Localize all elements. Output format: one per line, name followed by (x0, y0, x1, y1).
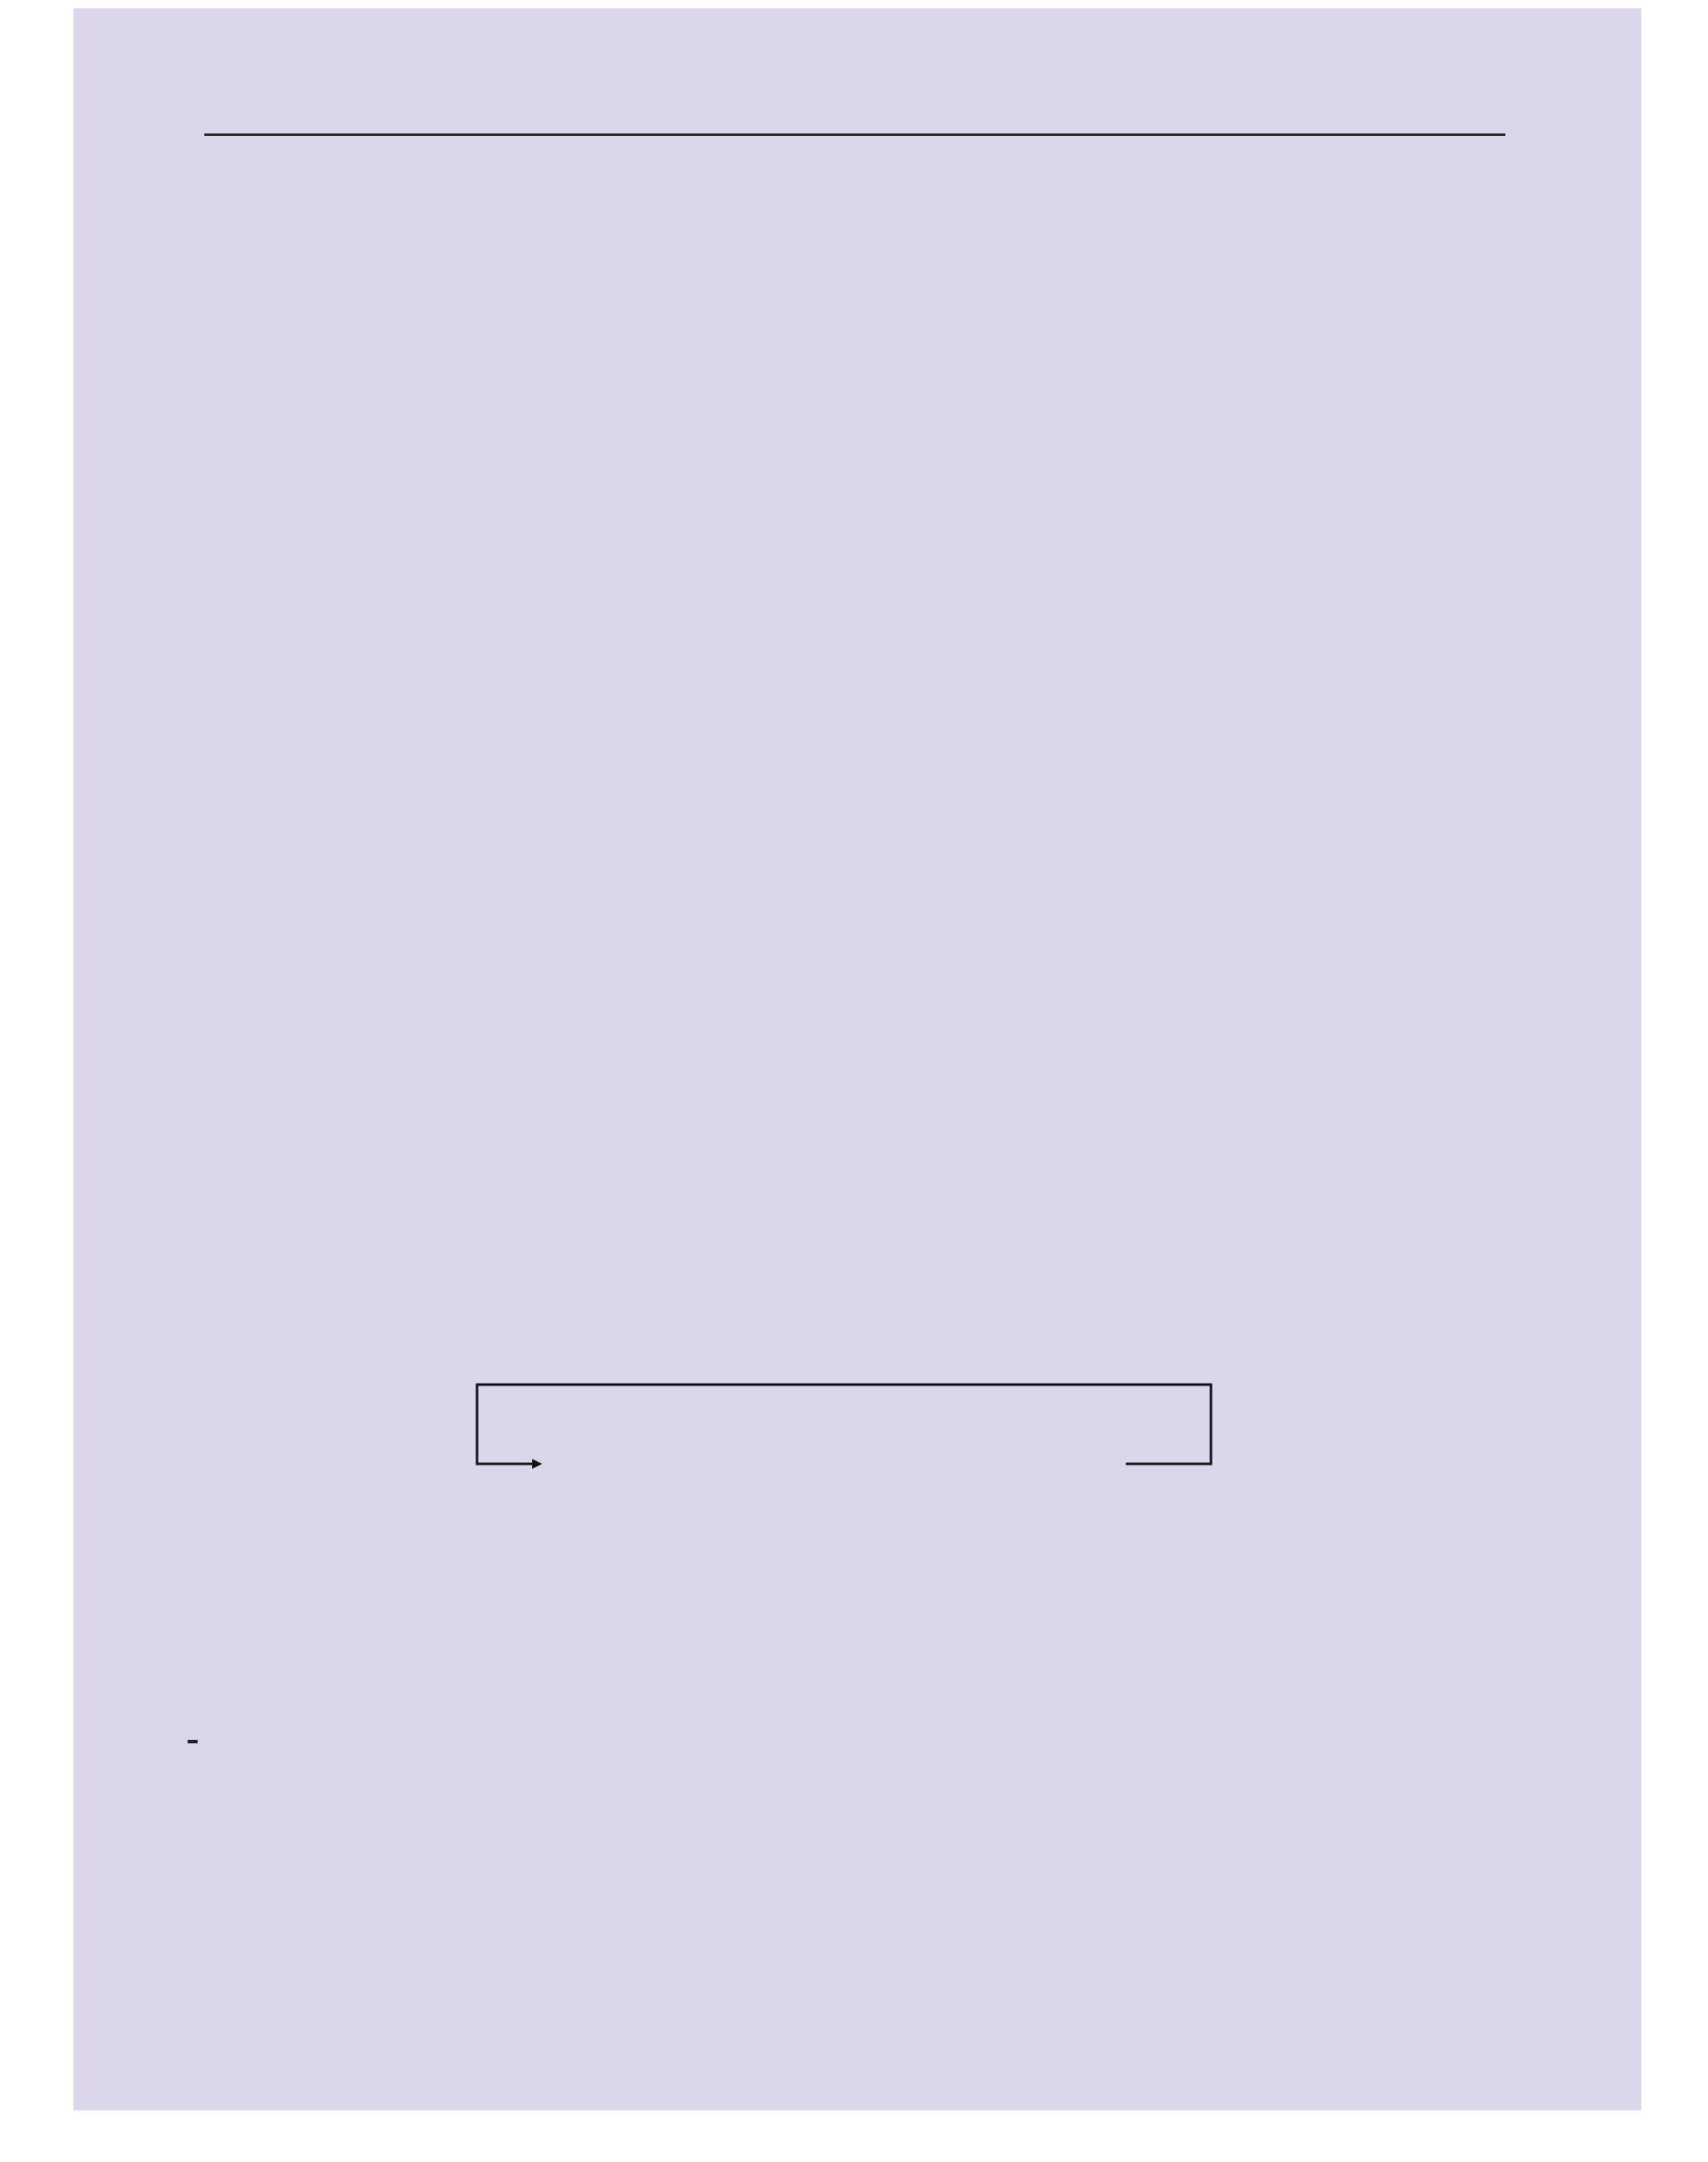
page-header (204, 87, 1505, 136)
program-label (188, 1740, 198, 1743)
page-background (73, 8, 1641, 2110)
